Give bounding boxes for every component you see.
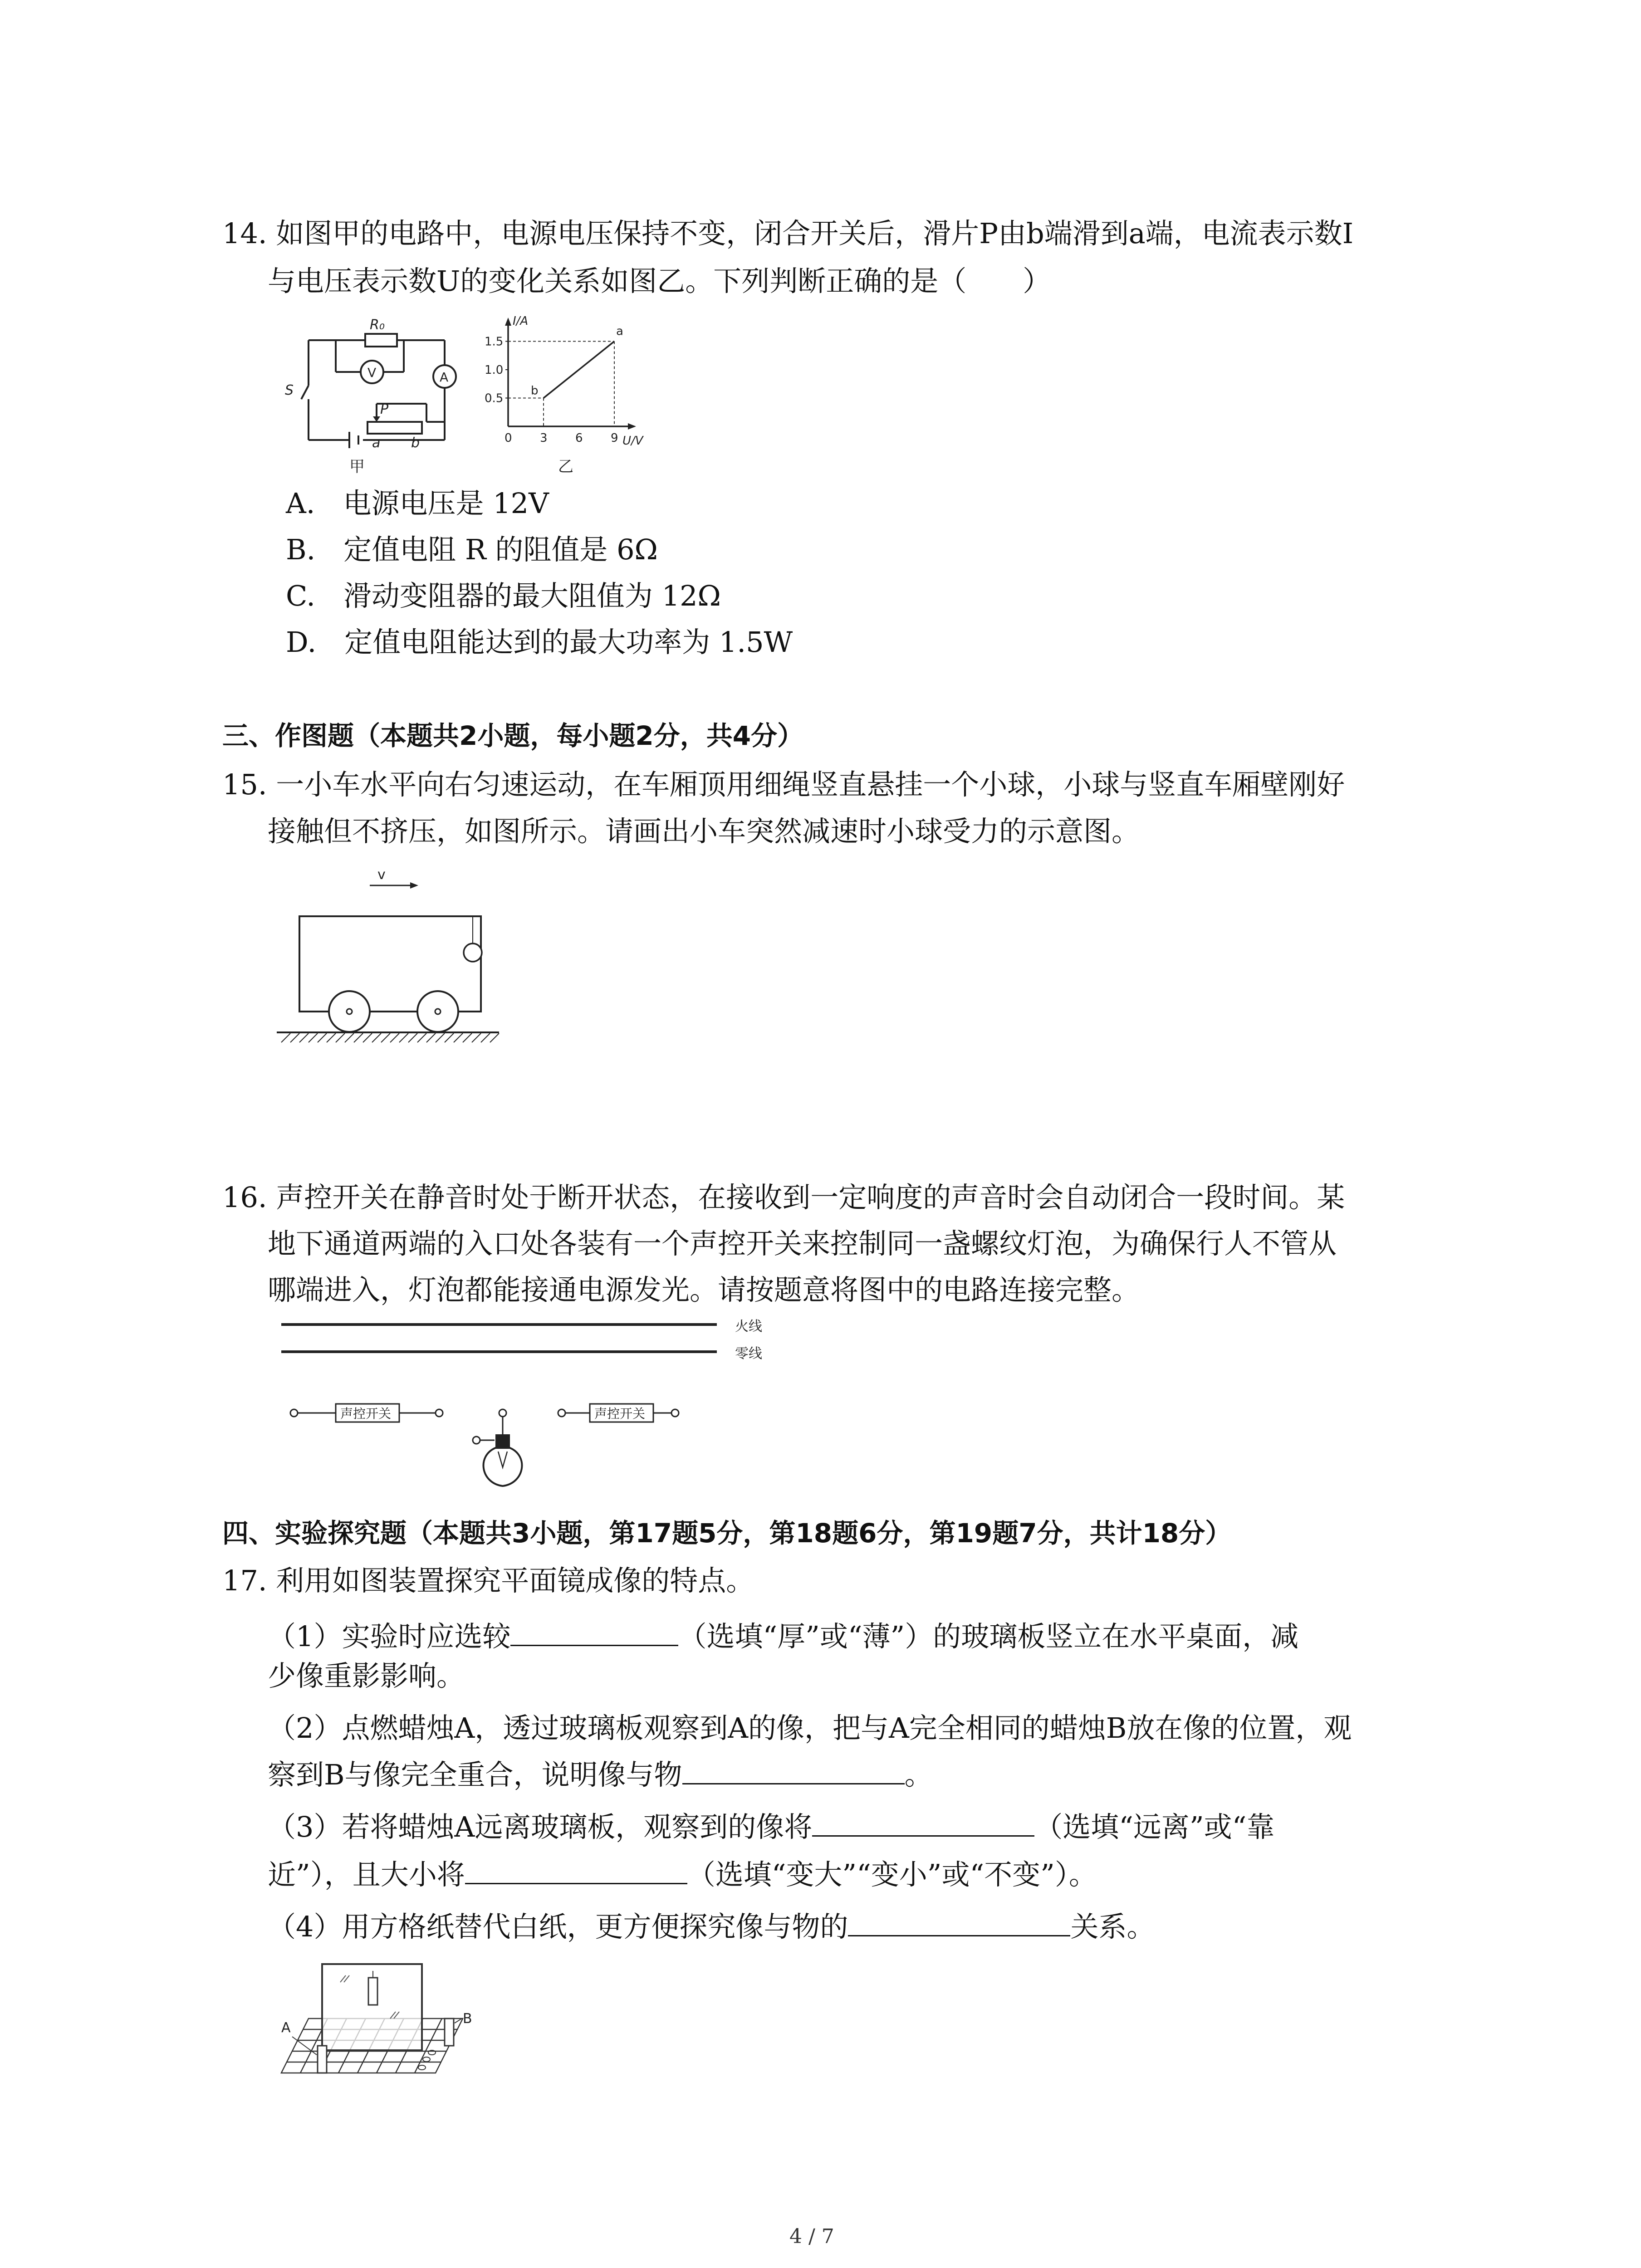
chart-ylabel: I/A [513,314,529,328]
label-a-end: a [372,435,381,451]
q17-part-2-text-b: 察到B与像完全重合，说明像与物 [268,1758,682,1791]
q17-part-1-text-b: （选填“厚”或“薄”）的玻璃板竖立在水平桌面，减 [678,1620,1299,1653]
q15-cart-figure [277,866,513,1057]
q17-part-1-text-a: （1）实验时应选较 [268,1620,511,1653]
neutral-wire-label: 零线 [735,1346,762,1362]
cart-wheel-right [417,991,458,1032]
sound-switch-left [290,1404,443,1422]
q14-option-b: B. 定值电阻 R 的阻值是 6Ω [286,533,658,566]
q17-part-4-text-a: （4）用方格纸替代白纸，更方便探究像与物的 [268,1910,848,1943]
q17-part-1-cont: 少像重影影响。 [268,1659,465,1692]
q17-part-4-text-b: 关系。 [1070,1910,1155,1943]
label-b-end: b [411,435,420,451]
answer-blank-3[interactable] [812,1805,1034,1837]
live-wire-label: 火线 [735,1319,762,1334]
label-candle-b: B [463,2011,472,2027]
chart-xtick-label: 3 [540,431,548,445]
q17-part-4 [268,1905,1155,1945]
cart-wheel-left [329,991,370,1032]
label-candle-a: A [281,2020,291,2036]
q17-intro: 17. 利用如图装置探究平面镜成像的特点。 [222,1564,754,1597]
q16-line-1: 16. 声控开关在静音时处于断开状态，在接收到一定响度的声音时会自动闭合一段时间。某 [222,1181,1345,1214]
label-p: P [380,401,389,417]
chart-xlabel: U/V [622,434,643,448]
q17-part-2: （2）点燃蜡烛A，透过玻璃板观察到A的像，把与A完全相同的蜡烛B放在像的位置，观 [268,1711,1352,1745]
chart-xtick-label: 6 [575,431,583,445]
label-jia: 甲 [349,458,365,476]
q15-line-1: 15. 一小车水平向右匀速运动，在车厢顶用细绳竖直悬挂一个小球，小球与竖直车厢壁刚好 [222,768,1345,801]
q15-line-2: 接触但不挤压，如图所示。请画出小车突然减速时小球受力的示意图。 [268,815,1140,848]
section-4-heading: 四、实验探究题（本题共3小题，第17题5分，第18题6分，第19题7分，共计18分） [222,1518,1232,1549]
q14-option-d: D. 定值电阻能达到的最大功率为 1.5W [286,626,793,659]
label-yi: 乙 [558,458,573,476]
page-number: 4 / 7 [789,2225,834,2248]
chart-ytick-label: 1.5 [485,335,504,349]
label-r0: R₀ [370,317,385,333]
chart-point-label-a: a [616,324,623,338]
answer-blank-2[interactable] [682,1753,905,1784]
label-s: S [285,382,294,398]
q14-option-a: A. 电源电压是 12V [286,487,549,520]
q14-iu-chart [481,313,653,476]
q17-part-3-text-b: （选填“远离”或“靠 [1034,1810,1275,1843]
section-3-heading: 三、作图题（本题共2小题，每小题2分，共4分） [222,720,804,751]
hanging-ball [464,943,482,962]
answer-blank-5[interactable] [848,1905,1070,1936]
q14-line-2: 与电压表示数U的变化关系如图乙。下列判断正确的是（ ） [268,264,1051,298]
answer-blank-4[interactable] [465,1853,687,1884]
q17-mirror-figure [272,1950,508,2087]
label-v: V [367,365,377,380]
q14-option-c: C. 滑动变阻器的最大阻值为 12Ω [286,579,721,612]
chart-ytick-label: 1.0 [485,363,504,377]
q17-part-3-text-c: 近”），且大小将 [268,1858,465,1891]
velocity-label: v [377,867,386,883]
chart-xtick-label: 0 [505,431,512,445]
sound-switch-right [558,1404,679,1422]
chart-ytick-label: 0.5 [485,391,504,406]
chart-xtick-label: 9 [611,431,618,445]
q17-part-3-text-a: （3）若将蜡烛A远离玻璃板，观察到的像将 [268,1810,813,1843]
q14-line-1: 14. 如图甲的电路中，电源电压保持不变，闭合开关后，滑片P由b端滑到a端，电流表示数I [222,217,1354,250]
q17-part-2-text-c: 。 [904,1758,933,1791]
q16-line-2: 地下通道两端的入口处各装有一个声控开关来控制同一盏螺纹灯泡，为确保行人不管从 [268,1227,1337,1260]
chart-point-label-b: b [531,384,539,398]
q17-part-2-cont [268,1753,933,1793]
chart-data-line [544,342,614,398]
q17-part-1 [268,1615,1298,1655]
switch-right-label: 声控开关 [594,1406,646,1421]
q16-circuit-figure [281,1315,826,1497]
q16-line-3: 哪端进入，灯泡都能接通电源发光。请按题意将图中的电路连接完整。 [268,1273,1140,1306]
q17-part-3-text-d: （选填“变大”“变小”或“不变”）。 [687,1858,1097,1891]
answer-blank-1[interactable] [510,1615,678,1646]
cart-body [299,916,481,1012]
q14-circuit-figure [272,313,472,476]
q17-part-3 [268,1805,1274,1845]
candle-b-icon [445,2019,454,2046]
q17-part-3-cont [268,1853,1097,1893]
switch-left-label: 声控开关 [340,1406,392,1421]
label-ammeter: A [440,370,449,385]
screw-bulb-icon [473,1409,522,1486]
